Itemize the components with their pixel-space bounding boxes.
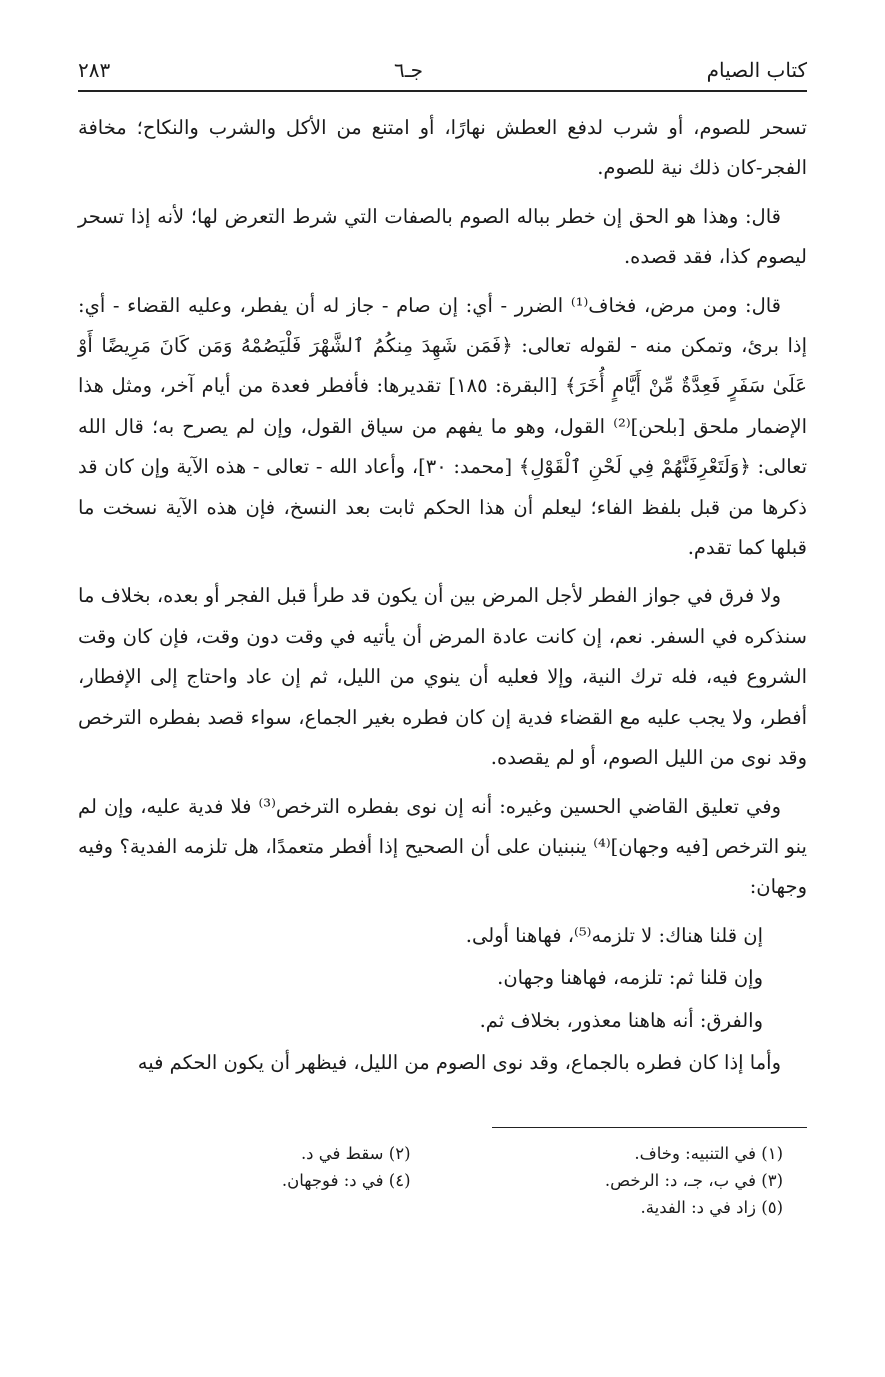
book-title: كتاب الصيام: [706, 58, 807, 82]
footnote: (٣) في ب، جـ، د: الرخص.: [604, 1171, 783, 1191]
case-line: والفرق: أنه هاهنا معذور، بخلاف ثم.: [479, 1008, 763, 1032]
paragraph: قال: وهذا هو الحق إن خطر بباله الصوم بالصفات التي شرط التعرض لها؛ لأنه إذا تسحر ليصوم كذا، فقد قصده.: [78, 204, 807, 269]
page-number: ٢٨٣: [78, 58, 111, 82]
page-header: [78, 48, 807, 92]
paragraph: قال: ومن مرض، فخاف⁽¹⁾ الضرر - أي: إن صام - جاز له أن يفطر، وعليه القضاء - أي: إذا برئ، وتمكن منه - لقوله تعالى: ﴿فَمَن شَهِدَ مِنكُمُ ٱلشَّهْرَ فَلْيَصُمْهُ وَمَن كَانَ مَرِيضًا أَوْ عَلَىٰ سَفَرٍ فَعِدَّةٌ مِّنْ أَيَّامٍ أُخَرَ﴾ [البقرة: ١٨٥] تقديرها: فأفطر فعدة من أيام آخر، ومثل هذا الإضمار ملحق [بلحن]⁽²⁾ القول، وهو ما يفهم من سياق القول، وإن لم يصرح به؛ قال الله تعالى: ﴿وَلَتَعْرِفَنَّهُمْ فِي لَحْنِ ٱلْقَوْلِ﴾ [محمد: ٣٠]، وأعاد الله - تعالى - هذه الآية وإن كان قد ذكرها من قبل بلفظ الفاء؛ ليعلم أن هذا الحكم ثابت بعد النسخ، فإن هذه الآية نسخت ما قبلها كما تقدم.: [78, 293, 807, 560]
main-text: [78, 108, 807, 1083]
paragraph: ولا فرق في جواز الفطر لأجل المرض بين أن يكون قد طرأ قبل الفجر أو بعده، بخلاف ما سنذكره في السفر. نعم، إن كانت عادة المرض أن يأتيه في وقت دون وقت، فإن كان وقت الشروع فيه، فله ترك النية، وإلا فعليه أن ينوي من الليل، ثم إن عاد واحتاج إلى الإفطار، أفطر، ولا يجب عليه مع القضاء فدية إن كان فطره بغير الجماع، سواء قصد بفطره الترخص وقد نوى من الليل الصوم، أو لم يقصده.: [78, 584, 807, 770]
footnotes: [78, 1140, 807, 1221]
paragraph: وأما إذا كان فطره بالجماع، وقد نوى الصوم من الليل، فيظهر أن يكون الحكم فيه: [137, 1050, 781, 1074]
footnote: (٥) زاد في د: الفدية.: [640, 1198, 783, 1218]
paragraph: تسحر للصوم، أو شرب لدفع العطش نهارًا، أو امتنع من الأكل والشرب والنكاح؛ مخافة الفجر-كان ذلك نية للصوم.: [78, 116, 807, 180]
case-line: وإن قلنا ثم: تلزمه، فهاهنا وجهان.: [497, 966, 763, 990]
footnote: (٢) سقط في د.: [300, 1144, 411, 1164]
footnote-divider: [492, 1127, 807, 1128]
footnote: (٤) في د: فوجهان.: [281, 1171, 411, 1191]
case-line: إن قلنا هناك: لا تلزمه⁽⁵⁾، فهاهنا أولى.: [465, 923, 763, 947]
paragraph: وفي تعليق القاضي الحسين وغيره: أنه إن نوى بفطره الترخص⁽³⁾ فلا فدية عليه، وإن لم ينو الترخص [فيه وجهان]⁽⁴⁾ ينبنيان على أن الصحيح إذا أفطر متعمدًا، هل تلزمه الفدية؟ وفيه وجهان:: [78, 794, 807, 899]
volume-label: جـ٦: [393, 58, 423, 82]
footnote: (١) في التنبيه: وخاف.: [634, 1144, 783, 1164]
